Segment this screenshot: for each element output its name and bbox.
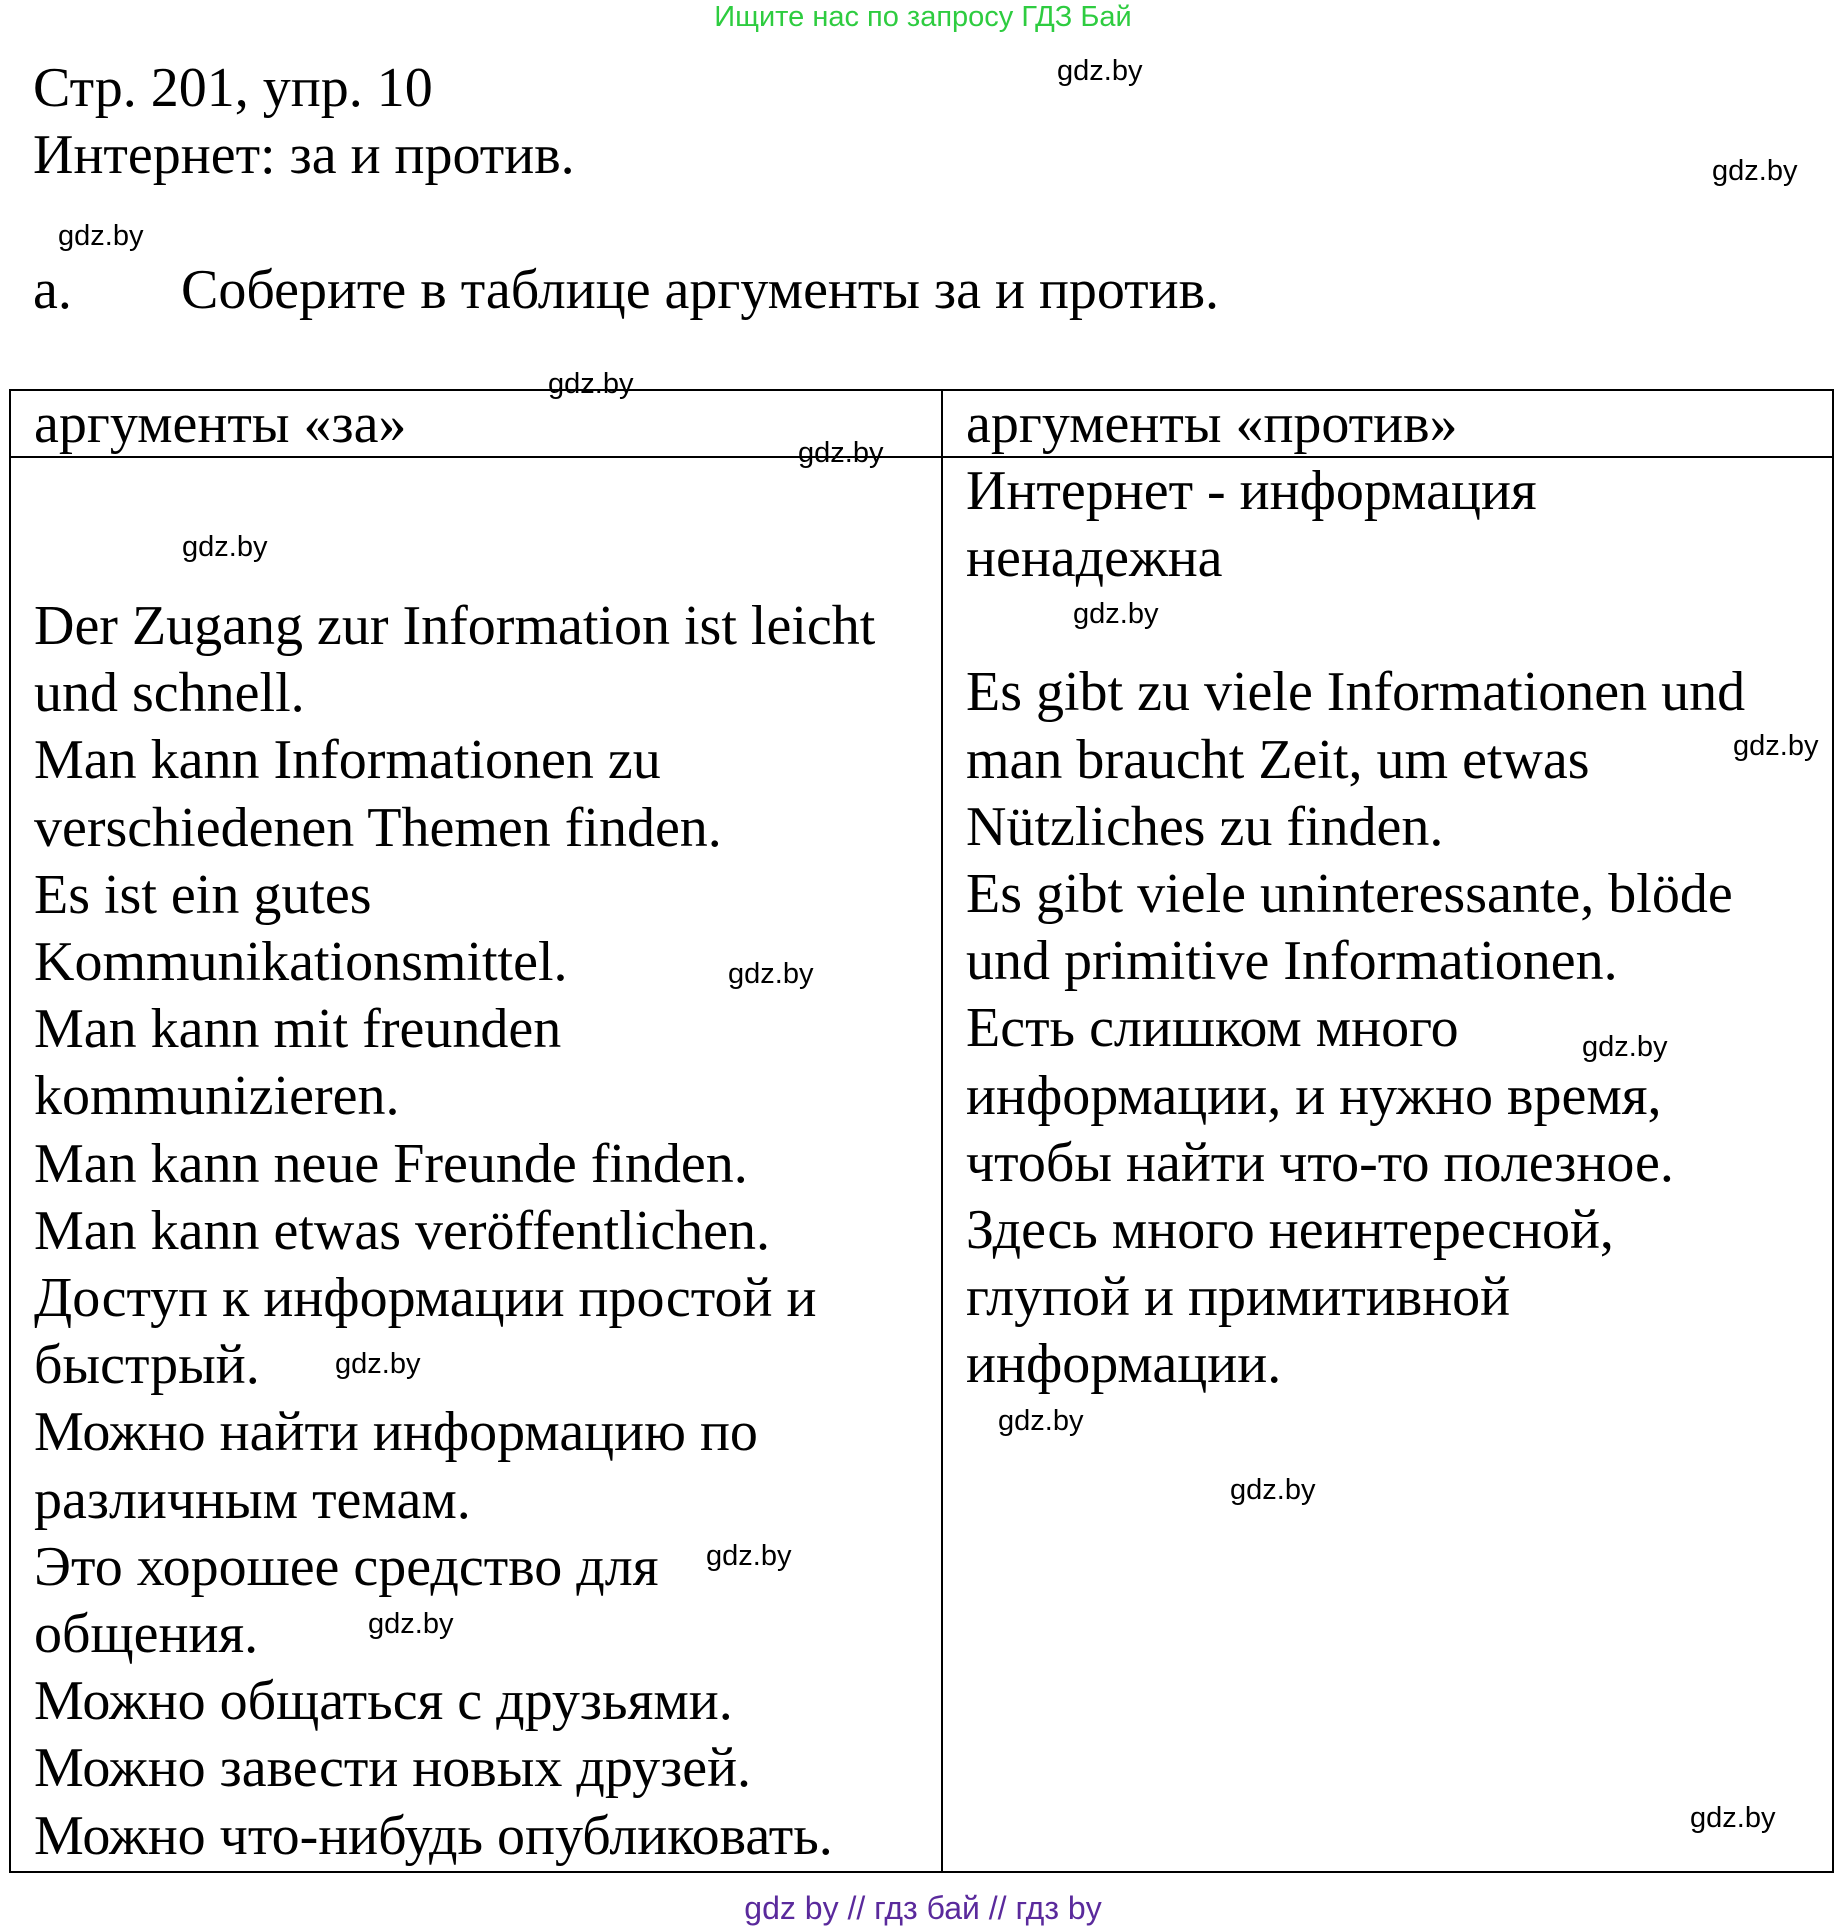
pro-column-header: аргументы «за» bbox=[34, 393, 407, 455]
argument-line: und schnell. bbox=[34, 662, 305, 725]
argument-line: быстрый. bbox=[34, 1334, 260, 1397]
task-letter: а. bbox=[33, 259, 72, 321]
argument-line: Es gibt zu viele Informationen und bbox=[966, 661, 1746, 724]
argument-line: Доступ к информации простой и bbox=[34, 1267, 817, 1330]
argument-line: общения. bbox=[34, 1603, 259, 1666]
argument-line: Man kann etwas veröffentlichen. bbox=[34, 1199, 771, 1262]
argument-line: Есть слишком много bbox=[966, 997, 1459, 1060]
argument-line: Es ist ein gutes bbox=[34, 863, 372, 926]
argument-line: Можно найти информацию по bbox=[34, 1401, 758, 1464]
argument-line: Это хорошее средство для bbox=[34, 1535, 659, 1598]
watermark-text: gdz.by bbox=[548, 368, 634, 400]
task-instruction bbox=[33, 257, 1219, 323]
watermark-text: gdz.by bbox=[1712, 155, 1798, 187]
pro-arguments-list bbox=[34, 593, 875, 1870]
footer-links: gdz by // гдз бай // гдз by bbox=[744, 1890, 1102, 1926]
contra-column-header: аргументы «против» bbox=[966, 393, 1458, 455]
argument-line: Здесь много неинтересной, bbox=[966, 1199, 1614, 1262]
argument-intro-line: Интернет - информация bbox=[966, 460, 1537, 522]
argument-line: чтобы найти что-то полезное. bbox=[966, 1131, 1674, 1194]
task-text: Соберите в таблице аргументы за и против. bbox=[181, 259, 1220, 321]
watermark-text: gdz.by bbox=[1582, 1031, 1668, 1063]
argument-line: Можно завести новых друзей. bbox=[34, 1737, 752, 1800]
watermark-text: gdz.by bbox=[182, 531, 268, 563]
watermark-text: gdz.by bbox=[368, 1608, 454, 1640]
argument-line: Man kann Informationen zu bbox=[34, 729, 661, 792]
argument-line: Es gibt viele uninteressante, blöde bbox=[966, 863, 1733, 926]
argument-line: Nützliches zu finden. bbox=[966, 795, 1444, 858]
argument-line: Man kann mit freunden bbox=[34, 998, 562, 1061]
watermark-text: gdz.by bbox=[1690, 1802, 1776, 1834]
watermark-text: gdz.by bbox=[798, 437, 884, 469]
argument-line: глупой и примитивной bbox=[966, 1266, 1511, 1329]
argument-line: und primitive Informationen. bbox=[966, 930, 1618, 993]
watermark-text: gdz.by bbox=[335, 1348, 421, 1380]
top-banner: Ищите нас по запросу ГДЗ Бай bbox=[714, 1, 1132, 33]
argument-line: Можно общаться с друзьями. bbox=[34, 1670, 733, 1733]
argument-line: Kommunikationsmittel. bbox=[34, 931, 568, 994]
argument-line: man braucht Zeit, um etwas bbox=[966, 728, 1590, 791]
argument-intro-line: ненадежна bbox=[966, 527, 1223, 590]
argument-line: Der Zugang zur Information ist leicht bbox=[34, 595, 876, 657]
watermark-text: gdz.by bbox=[998, 1405, 1084, 1437]
arguments-table bbox=[9, 389, 1834, 1873]
argument-line: Можно что-нибудь опубликовать. bbox=[34, 1804, 833, 1867]
argument-line: verschiedenen Themen finden. bbox=[34, 796, 722, 859]
argument-line: информации, и нужно время, bbox=[966, 1064, 1662, 1127]
watermark-text: gdz.by bbox=[1073, 598, 1159, 630]
argument-line: различным темам. bbox=[34, 1468, 471, 1531]
table-column-divider bbox=[941, 391, 943, 1871]
argument-line: информации. bbox=[966, 1333, 1282, 1396]
watermark-text: gdz.by bbox=[1230, 1474, 1316, 1506]
page-title: Стр. 201, упр. 10 bbox=[33, 57, 433, 119]
watermark-text: gdz.by bbox=[728, 958, 814, 990]
watermark-text: gdz.by bbox=[58, 220, 144, 252]
watermark-text: gdz.by bbox=[1733, 730, 1819, 762]
argument-line: Man kann neue Freunde finden. bbox=[34, 1132, 748, 1195]
page-subtitle: Интернет: за и против. bbox=[33, 124, 575, 186]
watermark-text: gdz.by bbox=[1057, 55, 1143, 87]
watermark-text: gdz.by bbox=[706, 1540, 792, 1572]
argument-line: kommunizieren. bbox=[34, 1065, 400, 1128]
